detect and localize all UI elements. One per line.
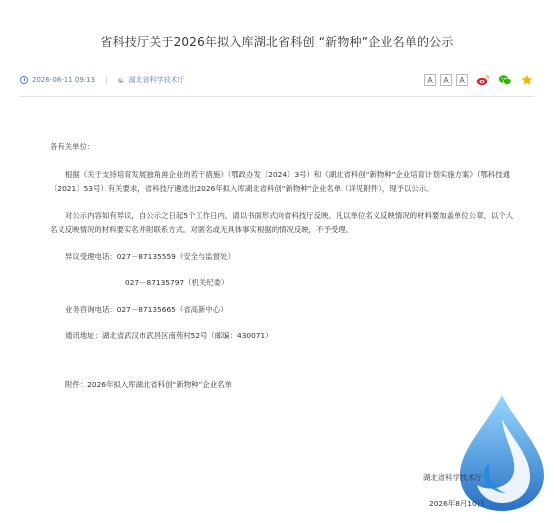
article-meta-bar: [20, 70, 534, 90]
font-size-small-button[interactable]: A: [456, 74, 468, 86]
signature-date: 2026年8月10日: [429, 499, 485, 508]
header-divider: [20, 96, 534, 97]
attachment-link[interactable]: 附件：2026年拟入库湖北省科创“新物种”企业名单: [65, 379, 232, 389]
page-title: 省科技厅关于2026年拟入库湖北省科创 “新物种”企业名单的公示: [100, 35, 454, 49]
building-icon: ☯: [117, 75, 125, 85]
contact-objection-phone: 异议受理电话：027－87135559（安全与监督处）: [65, 251, 235, 261]
contact-business-phone: 业务咨询电话：027－87135665（省高新中心）: [65, 304, 228, 314]
article-tools: [420, 74, 534, 86]
wechat-icon[interactable]: [498, 74, 512, 86]
font-size-medium-button[interactable]: A: [440, 74, 452, 86]
article-body: [50, 140, 520, 392]
signature-org: 湖北省科学技术厅: [423, 473, 483, 482]
water-drop-logo-icon: [456, 393, 548, 513]
source-link[interactable]: 湖北省科学技术厅: [128, 76, 185, 84]
weibo-icon[interactable]: [476, 74, 490, 86]
clock-icon: [20, 76, 28, 84]
meta-divider: |: [105, 76, 108, 84]
contact-discipline-phone: 027－87135797（机关纪委）: [125, 278, 229, 287]
paragraph-2: 对公示内容如有异议，自公示之日起5个工作日内，请以书面形式向省科技厅反映。凡以单位名义反映情况的材料要加盖单位公章，以个人名义反映情况的材料要实名并附联系方式。对匿名或无具体事实根据的情况反映，不予受理。: [50, 210, 514, 234]
salutation: 各有关单位：: [50, 142, 95, 151]
favorite-star-icon[interactable]: [520, 74, 534, 86]
publish-date: 2026-08-11 09:13: [32, 76, 96, 84]
mailing-address: 通讯地址：湖北省武汉市武昌区南苑村52号（邮编：430071）: [65, 331, 273, 340]
font-size-large-button[interactable]: A: [424, 74, 436, 86]
paragraph-1: 根据《关于支持培育发展独角兽企业的若干措施》（鄂政办发〔2024〕3号）和《湖北省科创“新物种”企业培育计划实施方案》（鄂科技通〔2021〕53号）有关要求，省科技厅遴选出2026年拟入库湖北省科创“新物种”企业名单（详见附件），现予以公示。: [50, 169, 511, 193]
